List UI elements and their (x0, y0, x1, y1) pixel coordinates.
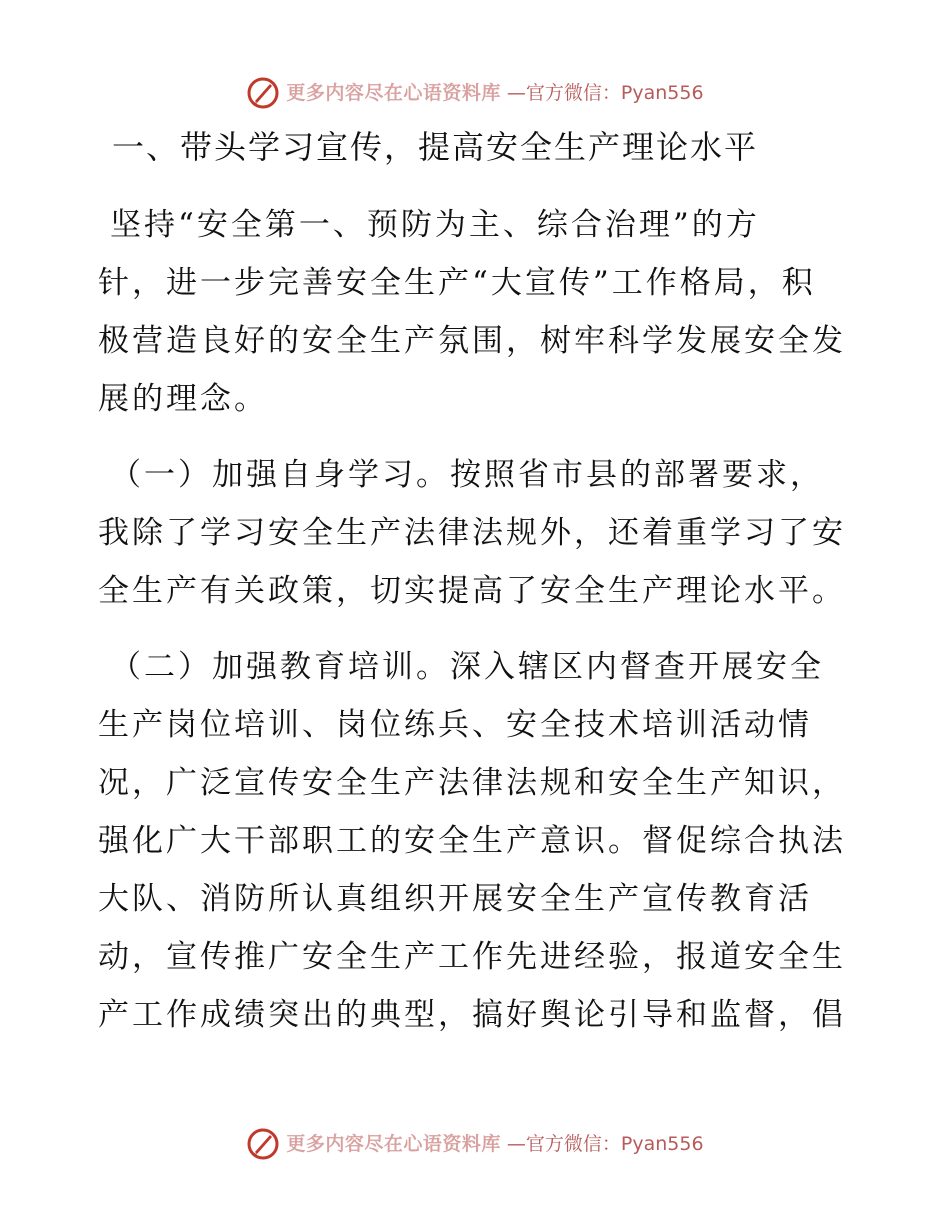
watermark-contact: —官方微信：Pyan556 (506, 1132, 704, 1155)
watermark-brand: 更多内容尽在心语资料库 (286, 81, 501, 104)
paragraph-line: 针，进一步完善安全生产“大宣传”工作格局，积 (98, 265, 816, 301)
paragraph-line: 生产岗位培训、岗位练兵、安全技术培训活动情 (98, 707, 812, 743)
section-heading: 一、带头学习宣传，提高安全生产理论水平 (112, 128, 759, 166)
paragraph-line: 极营造良好的安全生产氛围，树牢科学发展安全发 (98, 323, 846, 359)
paragraph-training (98, 638, 850, 1044)
header-watermark (0, 76, 950, 110)
quill-logo-icon (246, 1127, 280, 1161)
paragraph-line: 大队、消防所认真组织开展安全生产宣传教育活 (98, 881, 812, 917)
paragraph-line: 展的理念。 (98, 381, 268, 417)
document-body (98, 124, 850, 1062)
paragraph-line: （二）加强教育培训。深入辖区内督查开展安全 (110, 649, 824, 685)
paragraph-intro (98, 196, 850, 428)
paragraph-line: 全生产有关政策，切实提高了安全生产理论水平。 (98, 573, 846, 609)
footer-watermark (0, 1127, 950, 1161)
paragraph-line: 动，宣传推广安全生产工作先进经验，报道安全生 (98, 939, 846, 975)
watermark-brand: 更多内容尽在心语资料库 (286, 1132, 501, 1155)
paragraph-line: 强化广大干部职工的安全生产意识。督促综合执法 (98, 823, 846, 859)
watermark-contact: —官方微信：Pyan556 (506, 81, 704, 104)
paragraph-line: 我除了学习安全生产法律法规外，还着重学习了安 (98, 515, 846, 551)
paragraph-line: （一）加强自身学习。按照省市县的部署要求， (110, 457, 824, 493)
quill-logo-icon (246, 76, 280, 110)
paragraph-line: 况，广泛宣传安全生产法律法规和安全生产知识， (98, 765, 846, 801)
paragraph-line: 坚持“安全第一、预防为主、综合治理”的方 (110, 207, 760, 243)
paragraph-line: 产工作成绩突出的典型，搞好舆论引导和监督，倡 (98, 997, 846, 1033)
paragraph-self-study (98, 446, 850, 620)
